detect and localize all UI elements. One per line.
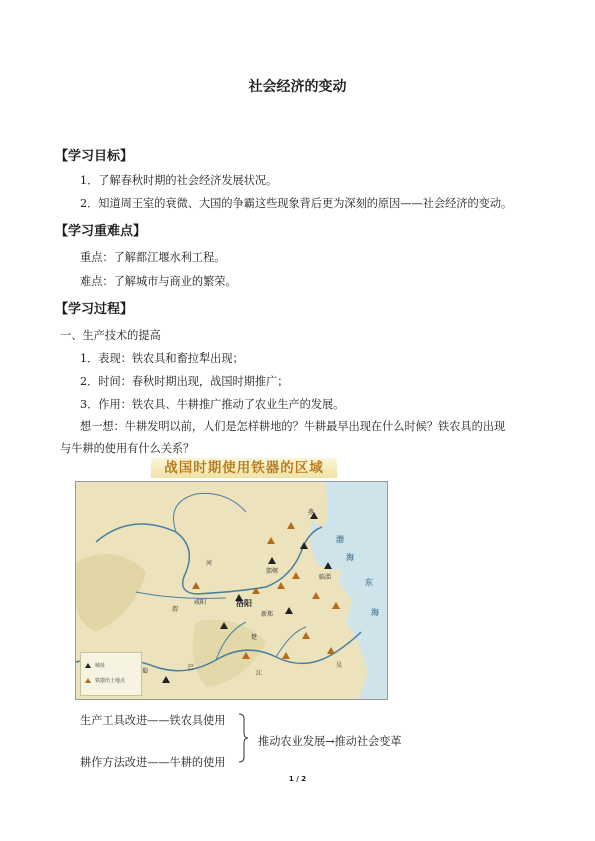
map-label-jiang: 江 (256, 670, 263, 677)
goal-item-2: 2．知道周王室的衰微、大国的争霸这些现象背后更为深刻的原因——社会经济的变动。 (80, 197, 513, 210)
process-item-1: 1．表现：铁农具和畜拉犁出现； (80, 352, 244, 365)
map-legend (80, 652, 142, 696)
think-question-line1: 想一想：牛耕发明以前，人们是怎样耕地的？牛耕最早出现在什么时候？铁农具的出现 (80, 420, 506, 433)
map-label-wei: 渭 (172, 606, 179, 613)
legend-label-iron: 铁器出土地点 (95, 678, 126, 684)
iron-triangle-icon (85, 678, 91, 683)
keypoint-focus: 重点：了解都江堰水利工程。 (80, 251, 226, 264)
map-label-linzi: 临淄 (319, 574, 332, 581)
map-label-donghai-1: 东 (365, 578, 373, 587)
summary-result: 推动农业发展→推动社会变革 (258, 735, 402, 748)
keypoint-difficulty: 难点：了解城市与商业的繁荣。 (80, 275, 237, 288)
map-label-xinzheng: 新郑 (261, 611, 274, 618)
map-label-bohai-2: 海 (346, 553, 354, 562)
section-heading-process: 【学习过程】 (55, 302, 134, 317)
page-title: 社会经济的变动 (248, 79, 347, 95)
process-item-2: 2．时间：春秋时期出现，战国时期推广； (80, 375, 289, 388)
page-number: 1 / 2 (288, 775, 307, 783)
legend-row-city (85, 662, 105, 669)
process-item-3: 3．作用：铁农具、牛耕推广推动了农业生产的发展。 (80, 398, 345, 411)
section-heading-goals: 【学习目标】 (55, 149, 134, 164)
legend-label-city: 城址 (95, 663, 106, 669)
map-label-ba: 巴 (188, 664, 195, 671)
brace-icon (238, 713, 248, 763)
think-question-line2: 与牛耕的使用有什么关系？ (60, 442, 195, 455)
map-label-donghai-2: 海 (371, 608, 379, 617)
map-title: 战国时期使用铁器的区域 (151, 458, 337, 478)
map-label-shu: 蜀 (142, 668, 149, 675)
map-label-he: 河 (206, 560, 213, 567)
map-label-bohai-1: 渤 (336, 535, 344, 544)
legend-row-iron (85, 677, 125, 684)
city-triangle-icon (85, 663, 91, 668)
summary-line-2: 耕作方法改进——牛耕的使用 (80, 756, 226, 769)
map-image (75, 481, 388, 700)
map-label-chu: 楚 (251, 634, 258, 641)
map-label-luoyang: 洛阳 (236, 599, 252, 608)
iron-tools-map (75, 458, 388, 700)
section-heading-keypoints: 【学习重难点】 (55, 224, 147, 239)
process-subheading: 一、生产技术的提高 (60, 329, 161, 342)
map-label-handan: 邯郸 (266, 568, 279, 575)
summary-line-1: 生产工具改进——铁农具使用 (80, 714, 226, 727)
goal-item-1: 1．了解春秋时期的社会经济发展状况。 (80, 174, 278, 187)
map-label-yan: 燕 (308, 509, 315, 516)
map-label-wu: 吴 (336, 662, 343, 669)
map-label-xianyang: 咸阳 (194, 599, 207, 606)
